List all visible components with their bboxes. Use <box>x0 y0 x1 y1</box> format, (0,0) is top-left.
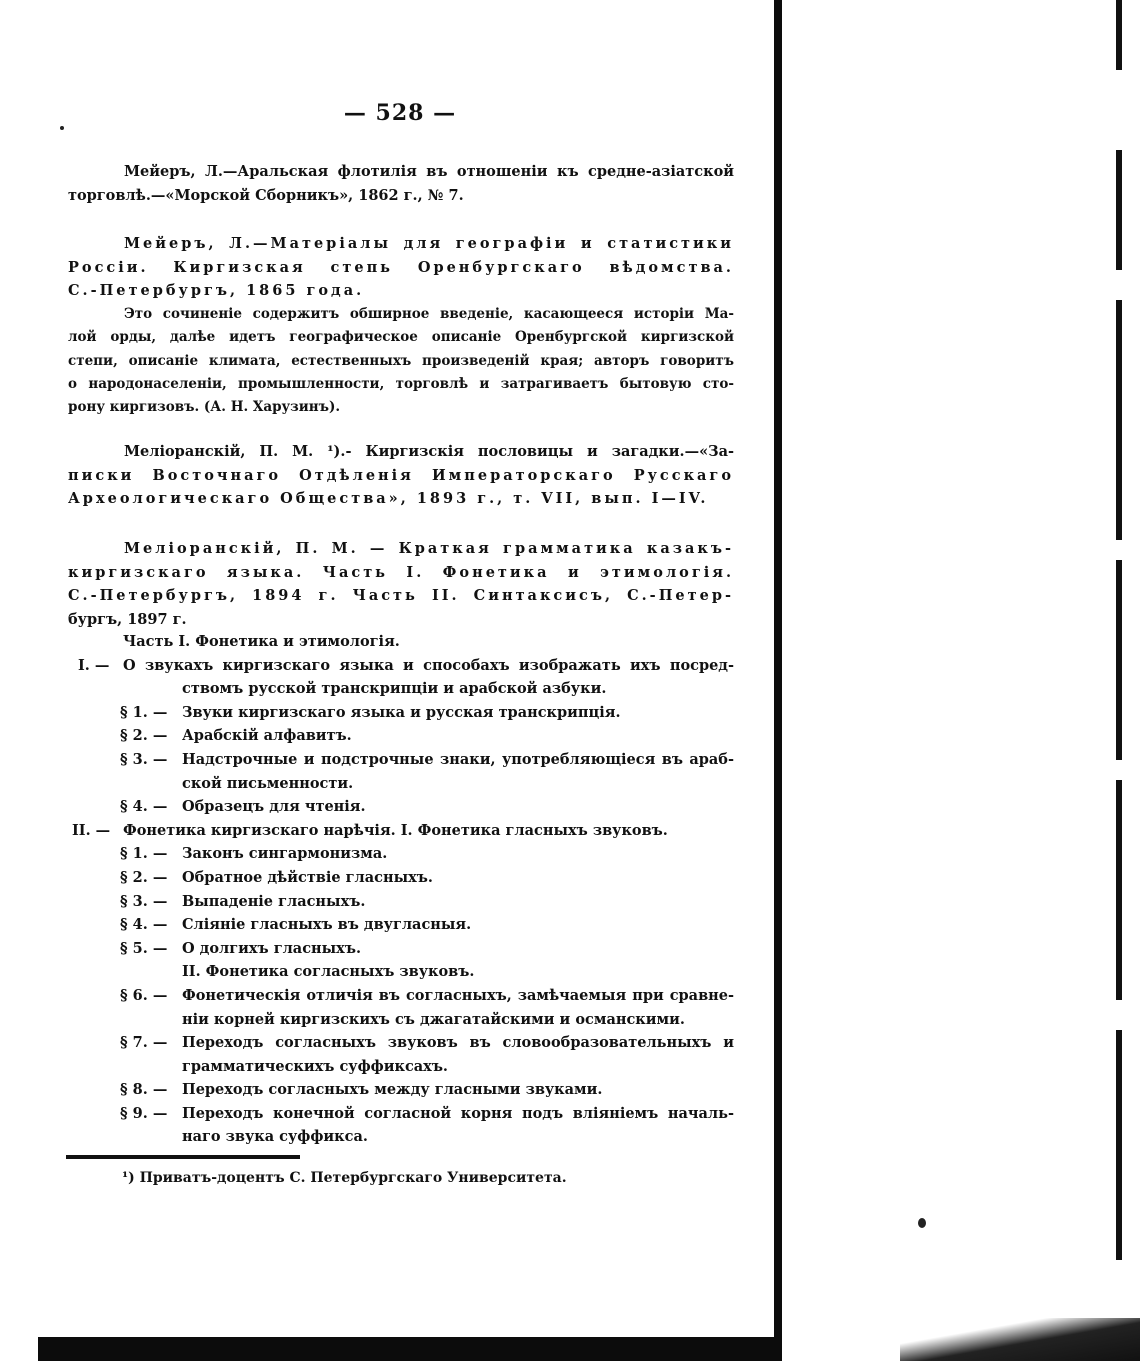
toc-section: § 1. — <box>120 703 168 721</box>
toc-section: § 8. — <box>120 1081 168 1099</box>
toc-number: I. — <box>78 656 110 674</box>
right-page-edge <box>1116 150 1122 270</box>
note-line: степи, описаніе климата, естественныхъ произведеній края; авторъ говоритъ <box>68 352 734 369</box>
toc-text: Сліяніе гласныхъ въ двугласныя. <box>182 916 472 934</box>
entry-line: Мейеръ, Л.—Аральская флотилія въ отношеніи къ средне-азіатской <box>124 163 734 180</box>
toc-text: Фонетическія отличія въ согласныхъ, замѣчаемыя при сравне- <box>182 986 734 1004</box>
toc-text: О звукахъ киргизскаго языка и способахъ изображать ихъ посред- <box>123 656 734 674</box>
toc-section: § 4. — <box>120 916 168 934</box>
toc-text-cont: грамматическихъ суффиксахъ. <box>182 1057 448 1075</box>
toc-row <box>68 1031 734 1055</box>
toc-section: § 7. — <box>120 1034 168 1052</box>
toc-text: Надстрочные и подстрочные знаки, употребляющіеся въ араб- <box>182 750 734 768</box>
bibliography-entry <box>68 440 734 511</box>
toc-section: § 2. — <box>120 868 168 886</box>
toc-row <box>68 866 734 890</box>
toc-text: Переходъ конечной согласной корня подъ вліяніемъ началь- <box>182 1104 734 1122</box>
toc-row <box>68 795 734 819</box>
toc-section: § 6. — <box>120 986 168 1004</box>
entry-line: Меліоранскій, П. М. — Краткая грамматика казакъ- <box>124 540 734 557</box>
toc-text: Фонетика киргизскаго нарѣчія. I. Фонетика гласныхъ звуковъ. <box>123 821 668 839</box>
toc-row <box>68 701 734 725</box>
toc-row <box>68 654 734 678</box>
toc-text-cont: ской письменности. <box>182 774 354 792</box>
bibliography-entry <box>68 537 734 631</box>
ink-spot <box>60 126 64 130</box>
entry-line: бургъ, 1897 г. <box>68 610 187 628</box>
ink-spot <box>918 1218 926 1228</box>
right-page-edge <box>1116 300 1122 540</box>
toc-row <box>68 913 734 937</box>
entry-line: торговлѣ.—«Морской Сборникъ», 1862 г., № 7. <box>68 186 464 204</box>
toc-text: Обратное дѣйствіе гласныхъ. <box>182 868 433 886</box>
footnote-rule <box>66 1155 300 1159</box>
toc-text-cont: ніи корней киргизскихъ съ джагатайскими и османскими. <box>182 1010 685 1028</box>
toc-subheading: II. Фонетика согласныхъ звуковъ. <box>182 963 475 981</box>
toc-row <box>68 842 734 866</box>
toc-text: Переходъ согласныхъ между гласными звуками. <box>182 1081 603 1099</box>
toc-text: Образецъ для чтенія. <box>182 798 366 816</box>
right-page-edge <box>1116 1030 1122 1260</box>
entry-line: С.-Петербургъ, 1894 г. Часть II. Синтаксисъ, С.-Петер- <box>68 587 734 605</box>
toc-row <box>68 1055 734 1079</box>
toc-number: II. — <box>72 821 111 839</box>
book-spine-shadow <box>774 0 782 1361</box>
toc-text-cont: наго звука суффикса. <box>182 1128 368 1146</box>
entry-line: Меліоранскій, П. М. ¹).- Киргизскія пословицы и загадки.—«За- <box>124 443 734 460</box>
toc-section: § 9. — <box>120 1104 168 1122</box>
toc-row <box>68 960 734 984</box>
toc-row <box>68 748 734 772</box>
entry-line: Археологическаго Общества», 1893 г., т. VII, вып. I—IV. <box>68 490 709 508</box>
toc-row <box>68 890 734 914</box>
toc-row <box>68 984 734 1008</box>
toc-text: Переходъ согласныхъ звуковъ въ словообразовательныхъ и <box>182 1034 734 1052</box>
toc-row <box>68 937 734 961</box>
toc-text: Выпаденіе гласныхъ. <box>182 892 366 910</box>
entry-line: писки Восточнаго Отдѣленія Императорскаго Русскаго <box>68 466 734 484</box>
toc-row <box>68 1102 734 1126</box>
toc-row <box>68 1078 734 1102</box>
note-line: рону киргизовъ. (А. Н. Харузинъ). <box>68 399 341 416</box>
toc-text: Арабскій алфавитъ. <box>182 727 352 745</box>
right-page-edge <box>1116 780 1122 1000</box>
note-line: Это сочиненіе содержитъ обширное введеніе, касающееся исторіи Ма- <box>124 306 734 322</box>
toc-text: Законъ сингармонизма. <box>182 845 388 863</box>
toc-row <box>68 819 734 843</box>
entry-line: Россіи. Киргизская степь Оренбургскаго вѣдомства. <box>68 258 734 276</box>
note-line: о народонаселеніи, промышленности, торговлѣ и затрагиваетъ бытовую сто- <box>68 375 734 392</box>
entry-line: киргизскаго языка. Часть I. Фонетика и этимологія. <box>68 563 734 581</box>
bibliography-entry <box>68 232 734 303</box>
bottom-scan-edge <box>38 1337 774 1361</box>
toc-row <box>68 724 734 748</box>
toc-section: § 3. — <box>120 892 168 910</box>
toc-section: § 3. — <box>120 750 168 768</box>
toc-text-cont: ствомъ русской транскрипціи и арабской азбуки. <box>182 680 607 698</box>
toc-section: § 1. — <box>120 845 168 863</box>
bottom-right-shadow <box>900 1318 1140 1361</box>
bibliography-entry <box>68 160 734 207</box>
toc-text: Звуки киргизскаго языка и русская транскрипція. <box>182 703 621 721</box>
table-of-contents <box>68 630 734 1149</box>
toc-heading: Часть I. Фонетика и этимологія. <box>123 633 400 650</box>
toc-section: § 4. — <box>120 798 168 816</box>
annotation-note <box>68 303 734 419</box>
right-page-edge <box>1116 560 1122 760</box>
toc-section: § 5. — <box>120 939 168 957</box>
toc-row <box>68 1008 734 1032</box>
toc-text: О долгихъ гласныхъ. <box>182 939 361 957</box>
toc-section: § 2. — <box>120 727 168 745</box>
right-page-edge <box>1116 0 1122 70</box>
page-number: — 528 — <box>343 100 457 126</box>
entry-line: С.-Петербургъ, 1865 года. <box>68 282 365 300</box>
toc-row <box>68 677 734 701</box>
footnote: ¹) Приватъ-доцентъ С. Петербургскаго Университета. <box>122 1170 567 1186</box>
toc-row <box>68 1125 734 1149</box>
entry-line: Мейеръ, Л.—Матеріалы для географіи и статистики <box>124 235 734 252</box>
note-line: лой орды, далѣе идетъ географическое описаніе Оренбургской киргизской <box>68 329 734 346</box>
toc-row <box>68 772 734 796</box>
